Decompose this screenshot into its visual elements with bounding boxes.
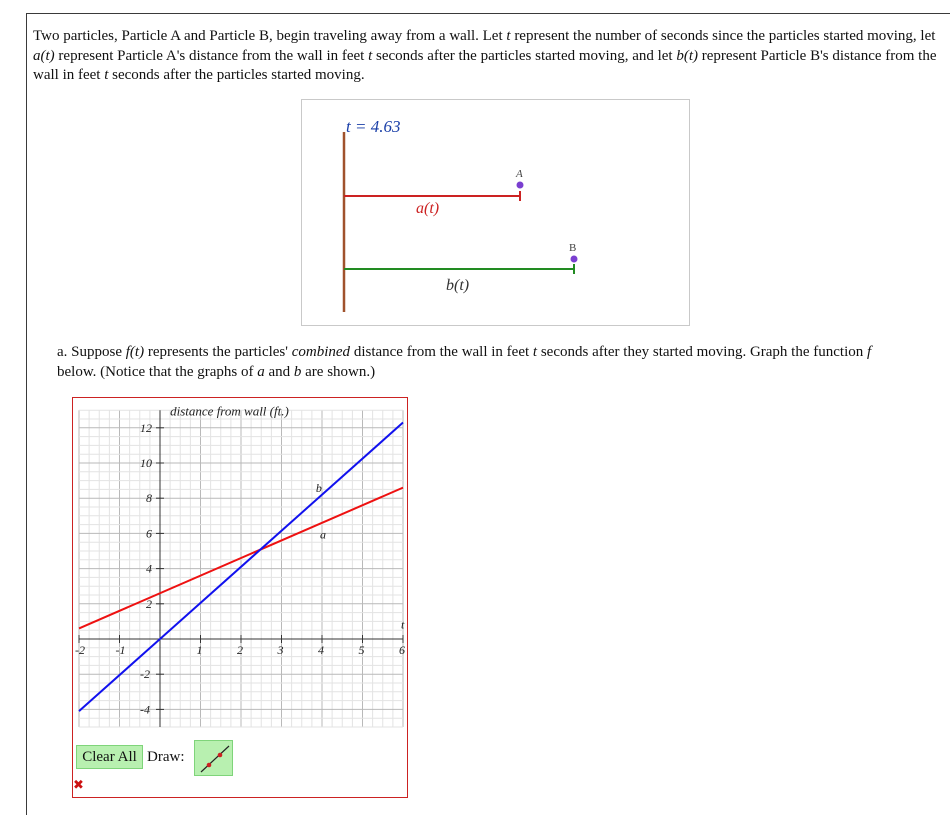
x-tick-label: 1 [196,643,203,657]
y-tick-label: 12 [140,420,152,435]
y-tick-label: 8 [146,491,152,506]
y-tick-label: -2 [140,667,150,682]
x-mark-icon: ✖ [73,778,84,793]
y-tick-label: 10 [140,456,152,470]
x-axis-label: t [400,617,405,632]
series-b-label: b [315,481,322,496]
y-axis-label: distance from wall (ft.) [170,403,289,419]
particle-a-label: A [516,168,523,180]
x-tick-label: 4 [318,643,324,657]
b-func-label: b(t) [446,277,470,294]
a-func-label: a(t) [416,200,440,217]
particle-a-dot [517,182,524,189]
x-tick-label: 6 [399,643,405,657]
x-tick-label: -1 [115,643,126,657]
problem-intro: Two particles, Particle A and Particle B, begin traveling away from a wall. Let t represent the number of seconds since the particles started moving, let a(t) represent Particle A's distance from the wall in feet t seconds after the particles started moving, and let b(t) represent Particle B's distance from the wall in feet t seconds after the particles started moving. [33,28,937,83]
graph-canvas[interactable] [73,398,407,738]
x-tick-label: 3 [277,643,284,657]
clear-all-button[interactable]: Clear All [76,745,143,769]
particle-animation [301,99,690,326]
particle-b-dot [571,256,578,263]
y-tick-label: 2 [146,596,152,611]
x-tick-label: -2 [75,643,85,657]
y-tick-label: 6 [146,526,152,541]
line-tool-button[interactable] [194,740,233,776]
x-tick-label: 5 [358,643,365,657]
line-tool-icon [195,741,234,777]
series-a-label: a [319,527,326,542]
draw-label: Draw: [147,749,185,765]
x-tick-label: 2 [237,643,243,657]
particle-b-label: B [569,242,577,254]
left-rule [26,13,27,815]
y-tick-label: -4 [140,702,150,717]
y-tick-label: 4 [146,561,152,576]
graphing-tool [72,397,408,798]
time-label: t = 4.63 [346,117,401,136]
top-rule [26,13,950,14]
part-a-prompt: a. Suppose f(t) represents the particles' combined distance from the wall in feet t seconds after they started moving. Graph the function f below. (Notice that the graphs of a and b are shown.) [57,344,872,380]
